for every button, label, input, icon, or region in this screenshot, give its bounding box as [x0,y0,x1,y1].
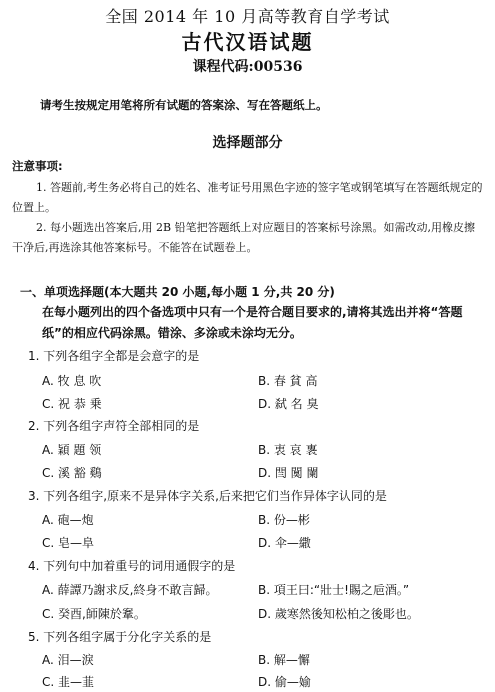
option-b: B. 項王曰:“壯士!賜之巵酒。” [258,583,410,597]
option-c: C. 癸酉,師陳於鞌。 [42,607,146,621]
answer-instruction: 请考生按规定用笔将所有试题的答案涂、写在答题纸上。 [40,98,328,112]
option-c: C. 祝 恭 乗 [42,397,102,411]
option-d: D. 伞—繖 [258,536,311,550]
option-a: A. 砲—炮 [42,513,94,527]
option-c: C. 韭—韮 [42,675,95,689]
notes-heading: 注意事项: [12,159,63,173]
option-c: C. 溪 豁 鷄 [42,466,102,480]
question-stem: 1. 下列各组字全都是会意字的是 [28,349,200,363]
question-stem: 3. 下列各组字,原来不是异体字关系,后来把它们当作异体字认同的是 [28,489,387,503]
option-b: B. 春 貧 高 [258,374,318,388]
question-stem: 4. 下列句中加着重号的词用通假字的是 [28,559,236,573]
option-d: D. 歲寒然後知松柏之後彫也。 [258,607,419,621]
exam-title: 全国 2014 年 10 月高等教育自学考试 [105,7,390,26]
section-heading: 一、单项选择题(本大题共 20 小题,每小题 1 分,共 20 分) [20,285,335,299]
option-a: A. 牧 息 吹 [42,374,102,388]
note-item-2: 2. 每小题选出答案后,用 2B 铅笔把答题纸上对应题目的答案标号涂黑。如需改动,用橡皮擦干净后,再选涂其他答案标号。不能答在试题卷上。 [12,221,476,254]
question-stem: 2. 下列各组字声符全部相同的是 [28,419,200,433]
option-d: D. 弑 名 臭 [258,397,319,411]
question-stem: 5. 下列各组字属于分化字关系的是 [28,630,212,644]
option-c: C. 皂—阜 [42,536,95,550]
option-b: B. 解—懈 [258,653,310,667]
option-d: D. 閆 闃 闌 [258,466,319,480]
option-a: A. 穎 題 领 [42,443,102,457]
option-b: B. 份—彬 [258,513,310,527]
option-a: A. 泪—淚 [42,653,94,667]
option-b: B. 衷 哀 褢 [258,443,318,457]
subject-title: 古代汉语试题 [181,30,314,54]
option-a: A. 薛譚乃謝求反,終身不敢言歸。 [42,583,218,597]
part-title: 选择题部分 [212,135,283,151]
note-item-1: 1. 答题前,考生务必将自己的姓名、准考证号用黑色字迹的签字笔或钢笔填写在答题纸规定的位置上。 [12,181,483,214]
option-d: D. 偷—媮 [258,675,311,689]
section-instruction: 在每小题列出的四个备选项中只有一个是符合题目要求的,请将其选出并将“答题纸”的相应代码涂黑。错涂、多涂或未涂均无分。 [42,305,463,340]
course-code: 课程代码:00536 [192,59,303,75]
